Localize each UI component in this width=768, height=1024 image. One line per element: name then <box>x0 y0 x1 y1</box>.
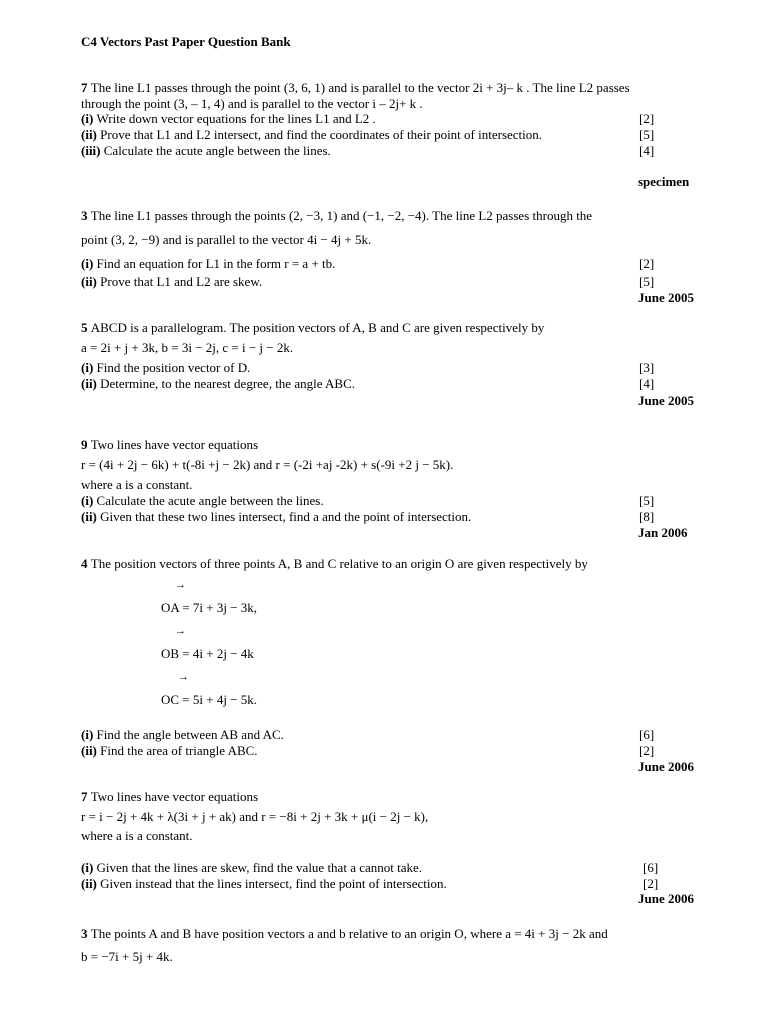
q3-june2005-stem-line1: 3 The line L1 passes through the points (2, −3, 1) and (−1, −2, −4). The line L2 passes through the <box>81 208 593 223</box>
q9-jan2006-session: Jan 2006 <box>638 525 688 540</box>
q3-june2005-stem-line2: point (3, 2, −9) and is parallel to the vector 4i − 4j + 5k. <box>81 232 372 247</box>
q7-specimen-part-iii: (iii) Calculate the acute angle between the lines. <box>81 143 331 158</box>
q3-next-stem-line2: b = −7i + 5j + 4k. <box>81 949 173 964</box>
q7-june2006-part-i: (i) Given that the lines are skew, find the value that a cannot take. <box>81 860 423 875</box>
q7-june2006-stem-line3: where a is a constant. <box>81 828 193 843</box>
vector-ob: OB = 4i + 2j − 4k <box>161 646 254 661</box>
q5-june2005-part-i: (i) Find the position vector of D. <box>81 360 251 375</box>
q5-june2005-mark-ii: [4] <box>639 376 655 391</box>
q7-june2006-stem-line1: 7 Two lines have vector equations <box>81 789 259 804</box>
q4-june2006-mark-i: [6] <box>639 727 655 742</box>
q9-jan2006-stem-line2: r = (4i + 2j − 6k) + t(-8i +j − 2k) and r = (-2i +aj -2k) + s(-9i +2 j − 5k). <box>81 457 454 472</box>
vector-oc: OC = 5i + 4j − 5k. <box>161 692 258 707</box>
q7-specimen-part-i: (i) Write down vector equations for the lines L1 and L2 . <box>81 111 376 126</box>
q9-jan2006-mark-i: [5] <box>639 493 655 508</box>
q7-specimen-stem-line2: through the point (3, – 1, 4) and is parallel to the vector i – 2j+ k . <box>81 96 423 111</box>
q3-june2005-mark-i: [2] <box>639 256 655 271</box>
q7-specimen-part-ii: (ii) Prove that L1 and L2 intersect, and find the coordinates of their point of intersection. <box>81 127 543 142</box>
q7-june2006-part-ii: (ii) Given instead that the lines intersect, find the point of intersection. <box>81 876 447 891</box>
q5-june2005-stem-line1: 5 ABCD is a parallelogram. The position vectors of A, B and C are given respectively by <box>81 320 545 335</box>
q9-jan2006-stem-line3: where a is a constant. <box>81 477 193 492</box>
q4-june2006-part-i: (i) Find the angle between AB and AC. <box>81 727 284 742</box>
q3-june2005-session: June 2005 <box>638 290 694 305</box>
q7-specimen-session: specimen <box>638 174 690 189</box>
q9-jan2006-part-ii: (ii) Given that these two lines intersect, find a and the point of intersection. <box>81 509 472 524</box>
vector-arrow-oc: → <box>178 671 189 683</box>
q4-june2006-part-ii: (ii) Find the area of triangle ABC. <box>81 743 258 758</box>
q9-jan2006-stem-line1: 9 Two lines have vector equations <box>81 437 259 452</box>
vector-oa: OA = 7i + 3j − 3k, <box>161 600 258 615</box>
q9-jan2006-mark-ii: [8] <box>639 509 655 524</box>
q7-specimen-stem-line1: 7 The line L1 passes through the point (3, 6, 1) and is parallel to the vector 2i + 3j– k . The line L2 passes <box>81 80 630 95</box>
q5-june2005-stem-line2: a = 2i + j + 3k, b = 3i − 2j, c = i − j − 2k. <box>81 340 294 355</box>
page-title: C4 Vectors Past Paper Question Bank <box>81 34 291 49</box>
q3-june2005-part-i: (i) Find an equation for L1 in the form r = a + tb. <box>81 256 336 271</box>
q3-next-stem-line1: 3 The points A and B have position vectors a and b relative to an origin O, where a = 4i + 3j − 2k and <box>81 926 608 941</box>
q7-specimen-mark-i: [2] <box>639 111 655 126</box>
q7-june2006-mark-ii: [2] <box>643 876 659 891</box>
vector-arrow-oa: → <box>175 579 186 591</box>
q4-june2006-session: June 2006 <box>638 759 694 774</box>
q7-june2006-stem-line2: r = i − 2j + 4k + λ(3i + j + ak) and r = −8i + 2j + 3k + μ(i − 2j − k), <box>81 809 429 824</box>
q9-jan2006-part-i: (i) Calculate the acute angle between the lines. <box>81 493 324 508</box>
q4-june2006-stem-line1: 4 The position vectors of three points A, B and C relative to an origin O are given respectively by <box>81 556 588 571</box>
q3-june2005-mark-ii: [5] <box>639 274 655 289</box>
q5-june2005-session: June 2005 <box>638 393 694 408</box>
q5-june2005-part-ii: (ii) Determine, to the nearest degree, the angle ABC. <box>81 376 355 391</box>
vector-arrow-ob: → <box>175 625 186 637</box>
q7-specimen-mark-iii: [4] <box>639 143 655 158</box>
q7-june2006-mark-i: [6] <box>643 860 659 875</box>
q7-specimen-mark-ii: [5] <box>639 127 655 142</box>
q5-june2005-mark-i: [3] <box>639 360 655 375</box>
q3-june2005-part-ii: (ii) Prove that L1 and L2 are skew. <box>81 274 263 289</box>
q4-june2006-mark-ii: [2] <box>639 743 655 758</box>
q7-june2006-session: June 2006 <box>638 891 694 906</box>
